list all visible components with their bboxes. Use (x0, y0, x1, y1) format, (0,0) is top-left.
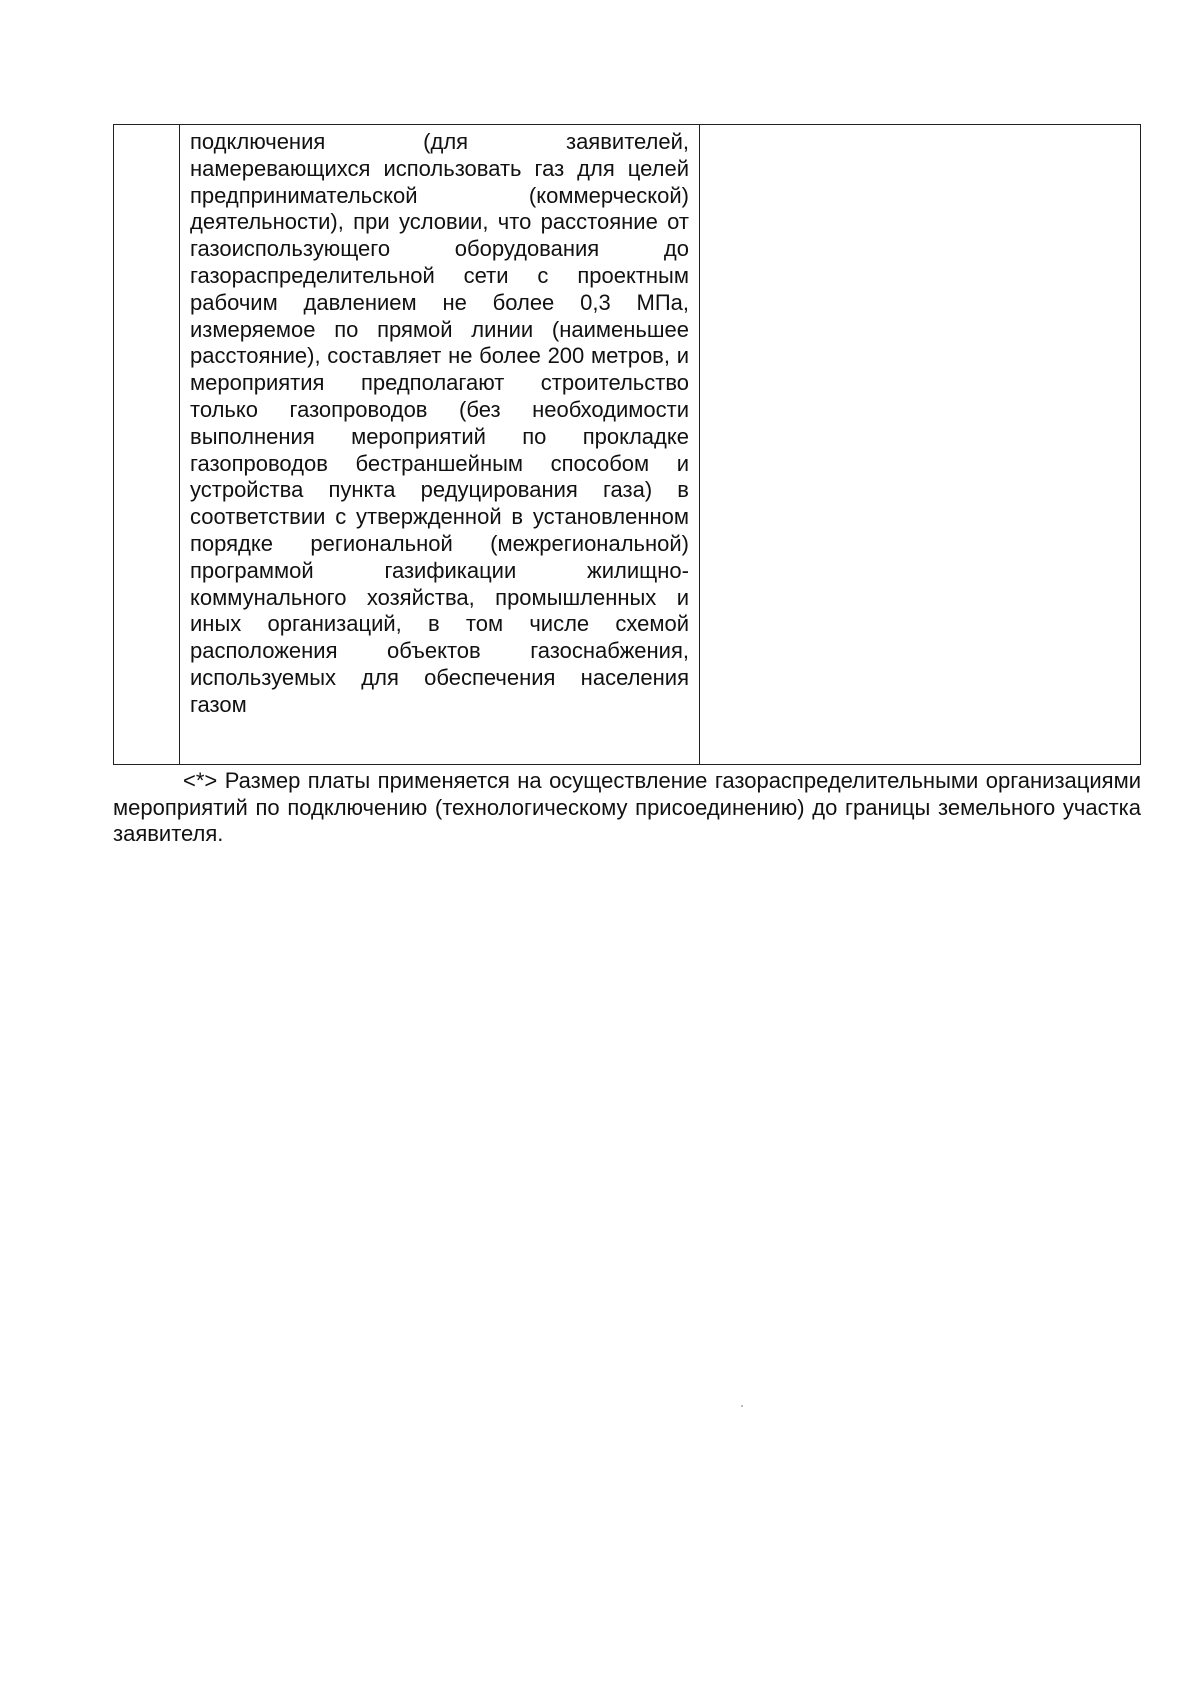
row-number-cell (114, 125, 180, 765)
footnote: <*> Размер платы применяется на осуществление газораспределительными организациями мероприятий по подключению (технологическому присоединению) до границы земельного участка заявителя. (113, 768, 1141, 846)
row-description-text: подключения (для заявителей, намеревающихся использовать газ для целей предпринимательской (коммерческой) деятельности), при условии, что расстояние от газоиспользующего оборудования до газораспределительной сети с проектным рабочим давлением не более 0,3 МПа, измеряемое по прямой линии (наименьшее расстояние), составляет не более 200 метров, и мероприятия предполагают строительство только газопроводов (без необходимости выполнения мероприятий по прокладке газопроводов бестраншейным способом и устройства пункта редуцирования газа) в соответствии с утвержденной в установленном порядке региональной (межрегиональной) программой газификации жилищно-коммунального хозяйства, промышленных и иных организаций, в том числе схемой расположения объектов газоснабжения, используемых для обеспечения населения газом (190, 129, 689, 717)
scan-speck (741, 1405, 743, 1407)
row-value-cell (700, 125, 1141, 765)
table-row (114, 125, 1141, 765)
row-description-cell (180, 125, 700, 765)
tariff-table (113, 124, 1141, 765)
